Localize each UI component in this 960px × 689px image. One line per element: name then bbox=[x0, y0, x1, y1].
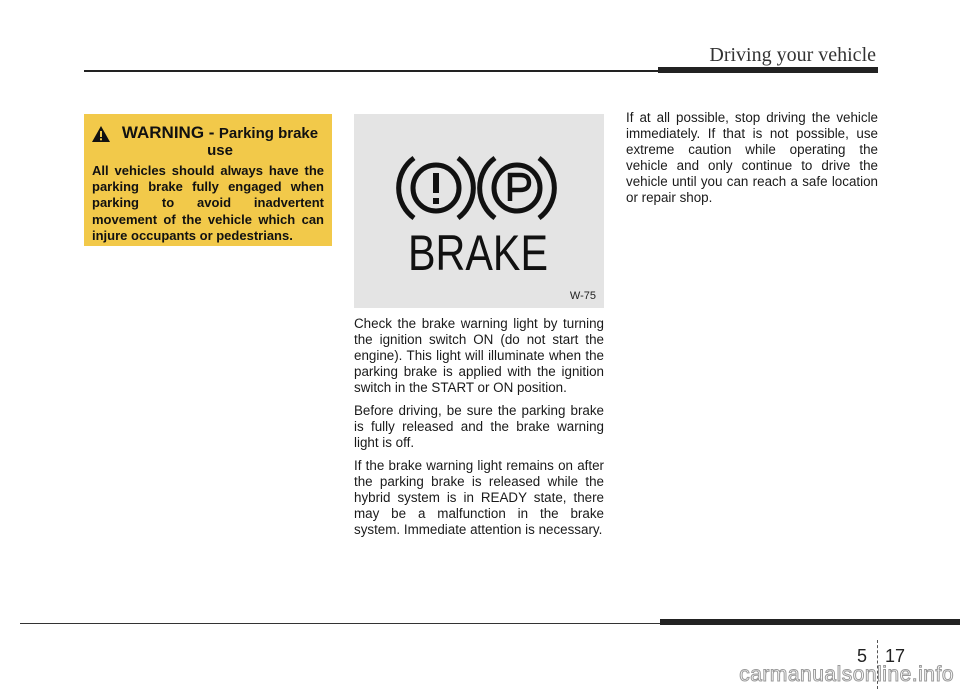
paragraph: If at all possible, stop driving the vehicle immediately. If that is not possible, use extreme caution while operating the vehicle and only continue to drive the vehicle until you can reach a safe location or repair shop. bbox=[626, 110, 878, 205]
chapter-number: 5 bbox=[857, 646, 868, 666]
right-column bbox=[626, 110, 878, 213]
watermark[interactable]: carmanualsonline.info bbox=[739, 663, 954, 686]
footer-rule-accent bbox=[660, 619, 960, 625]
page-number: 17 bbox=[885, 646, 906, 666]
brake-warning-icon bbox=[354, 114, 604, 308]
brake-warning-light-figure bbox=[354, 114, 604, 308]
paragraph: If the brake warning light remains on after the parking brake is released while the hybrid system is in READY state, there may be a malfunction in the brake system. Immediate attention is necessary. bbox=[354, 458, 604, 537]
warning-heading bbox=[92, 124, 324, 159]
paragraph: Check the brake warning light by turning the ignition switch ON (do not start the engine). This light will illuminate when the parking brake is applied with the ignition switch in the START or ON position. bbox=[354, 316, 604, 395]
footer-rule bbox=[20, 623, 670, 624]
warning-label: WARNING - bbox=[121, 123, 215, 142]
warning-body: All vehicles should always have the parking brake fully engaged when parking to avoid inadvertent movement of the vehicle which can injure occupants or pedestrians. bbox=[92, 163, 324, 243]
paragraph: Before driving, be sure the parking brake is fully released and the brake warning light is off. bbox=[354, 403, 604, 450]
middle-column bbox=[354, 316, 604, 545]
warning-topic: Parking brake use bbox=[207, 125, 319, 159]
warning-box bbox=[84, 114, 332, 246]
brake-text: BRAKE bbox=[408, 225, 548, 281]
header-rule-accent bbox=[658, 67, 878, 73]
page-header-title: Driving your vehicle bbox=[709, 44, 876, 66]
header-rule bbox=[84, 70, 662, 72]
warning-triangle-icon bbox=[92, 126, 110, 142]
figure-code: W-75 bbox=[569, 290, 596, 302]
